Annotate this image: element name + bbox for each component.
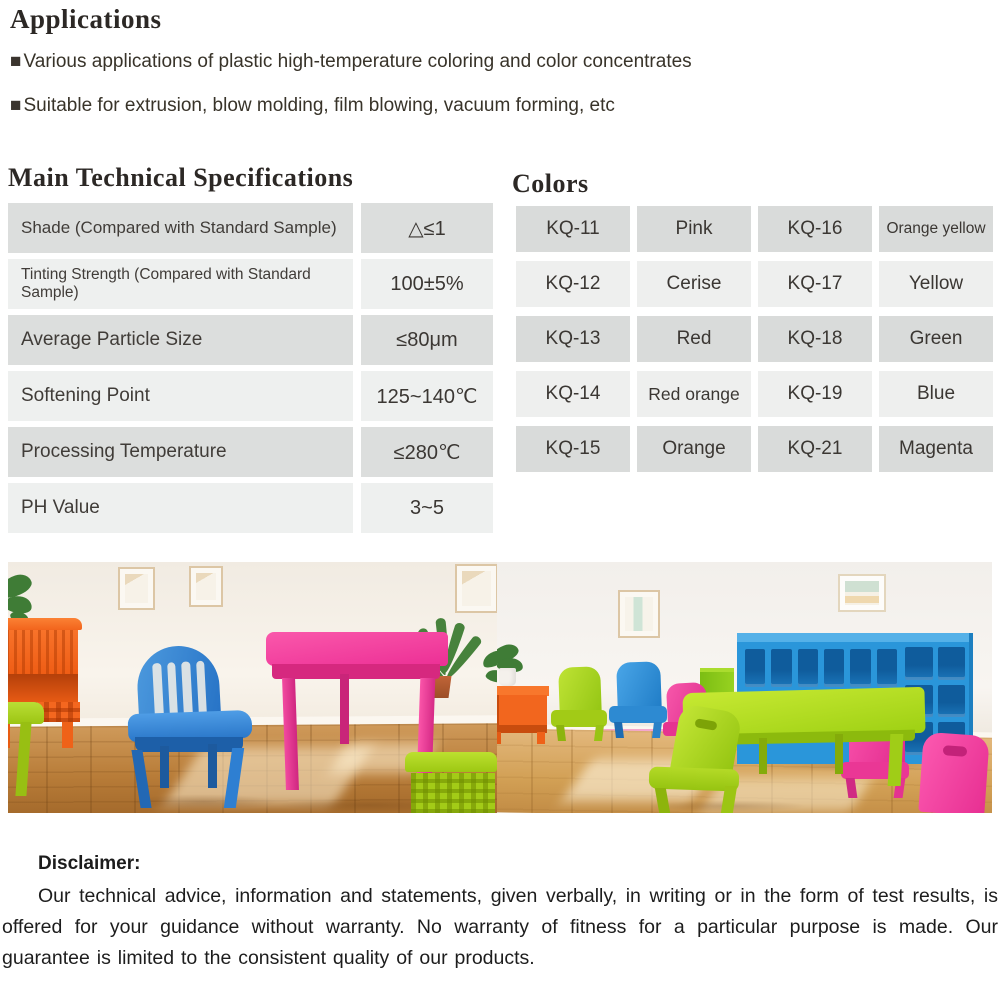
side-table-leg [497,732,501,744]
colors-row [516,426,1000,472]
disclaimer-title: Disclaimer: [38,853,141,874]
spec-label: Softening Point [8,371,353,421]
chair-skirt [135,737,243,752]
plant-leaf [485,667,497,684]
technical-specifications-column [0,162,500,533]
spec-value: 3~5 [361,483,493,533]
wall-frame [838,574,886,612]
color-name: Magenta [879,426,993,472]
application-bullet [10,50,1000,74]
color-name: Blue [879,371,993,417]
chair-leg [208,744,217,788]
chair-back [918,732,989,813]
colors-heading: Colors [512,169,589,198]
spec-label: Tinting Strength (Compared with Standard Sample) [8,259,353,309]
bullet-square-icon: ■ [10,51,22,72]
table-top [266,632,448,666]
rack-leg [8,722,10,748]
color-code: KQ-16 [758,206,872,252]
photo-right-playroom [497,562,992,813]
spec-row [8,427,500,477]
wall-frame [189,566,223,607]
spec-row [8,203,500,253]
color-code: KQ-11 [516,206,630,252]
spec-value: 100±5% [361,259,493,309]
table-apron [272,664,440,679]
colors-row [516,206,1000,252]
color-name: Yellow [879,261,993,307]
color-code: KQ-17 [758,261,872,307]
color-name: Cerise [637,261,751,307]
color-name: Green [879,316,993,362]
side-table-box [497,695,547,733]
spec-value: ≤280℃ [361,427,493,477]
side-table-leg [537,732,545,744]
colors-row [516,316,1000,362]
color-code: KQ-19 [758,371,872,417]
color-code: KQ-14 [516,371,630,417]
applications-heading: Applications [10,4,162,34]
frame-art [845,581,879,605]
table-leg [888,734,904,786]
color-name: Orange yellow [879,206,993,252]
colors-row [516,371,1000,417]
spec-value: 125~140℃ [361,371,493,421]
stool-body [411,773,495,813]
spec-label: Processing Temperature [8,427,353,477]
bullet-text: Suitable for extrusion, blow molding, film blowing, vacuum forming, etc [23,95,615,116]
spec-value: ≤80μm [361,315,493,365]
table-leg [759,738,767,774]
chair-leg [160,746,169,788]
color-code: KQ-21 [758,426,872,472]
bullet-text: Various applications of plastic high-temperature coloring and color concentrates [23,51,692,72]
disclaimer-body: Our technical advice, information and statements, given verbally, in writing or in the form of test results, is offered for your guidance without warranty. No warranty of fitness for a particular purpose is made. Our guarantee is limited to the consistent quality of our products. [2,885,998,969]
spec-label: Shade (Compared with Standard Sample) [8,203,353,253]
plant-leaf [480,648,497,669]
color-code: KQ-15 [516,426,630,472]
photo-left-kids-room [8,562,497,813]
color-code: KQ-13 [516,316,630,362]
table-leg [835,734,843,774]
color-name: Red [637,316,751,362]
plant-pot [499,668,516,686]
spec-row [8,315,500,365]
stool-top [405,752,497,772]
colors-row [516,261,1000,307]
bullet-square-icon: ■ [10,95,22,116]
cubby-top [737,633,969,642]
chair-handle-slot [943,745,968,757]
spec-and-colors-section [0,162,1000,533]
spec-value: △≤1 [361,203,493,253]
lime-stool-seat [8,702,44,724]
spec-label: PH Value [8,483,353,533]
spec-table [8,203,500,533]
product-photos [8,562,1000,813]
frame-art [125,574,148,603]
colors-table [516,206,1000,472]
color-name: Pink [637,206,751,252]
table-leg [282,678,299,790]
colors-column [500,162,1000,533]
frame-art [462,571,491,606]
spec-label: Average Particle Size [8,315,353,365]
spec-row [8,483,500,533]
rack-leg [62,722,73,748]
color-code: KQ-12 [516,261,630,307]
color-code: KQ-18 [758,316,872,362]
color-name: Orange [637,426,751,472]
chair-seat [609,706,667,723]
rack-lattice [8,630,78,674]
rack-opening [8,674,78,702]
spec-row [8,259,500,309]
chair-leg [614,722,624,738]
spec-row [8,371,500,421]
frame-art [196,573,216,600]
rack-top [8,618,82,630]
table-leg [340,674,349,744]
wall-frame [618,590,660,638]
color-name: Red orange [637,371,751,417]
wall-frame [455,564,497,613]
application-bullet [10,94,1000,118]
specs-heading: Main Technical Specifications [8,163,354,192]
disclaimer-section [0,853,1000,974]
frame-art [625,597,653,631]
wall-frame [118,567,155,610]
